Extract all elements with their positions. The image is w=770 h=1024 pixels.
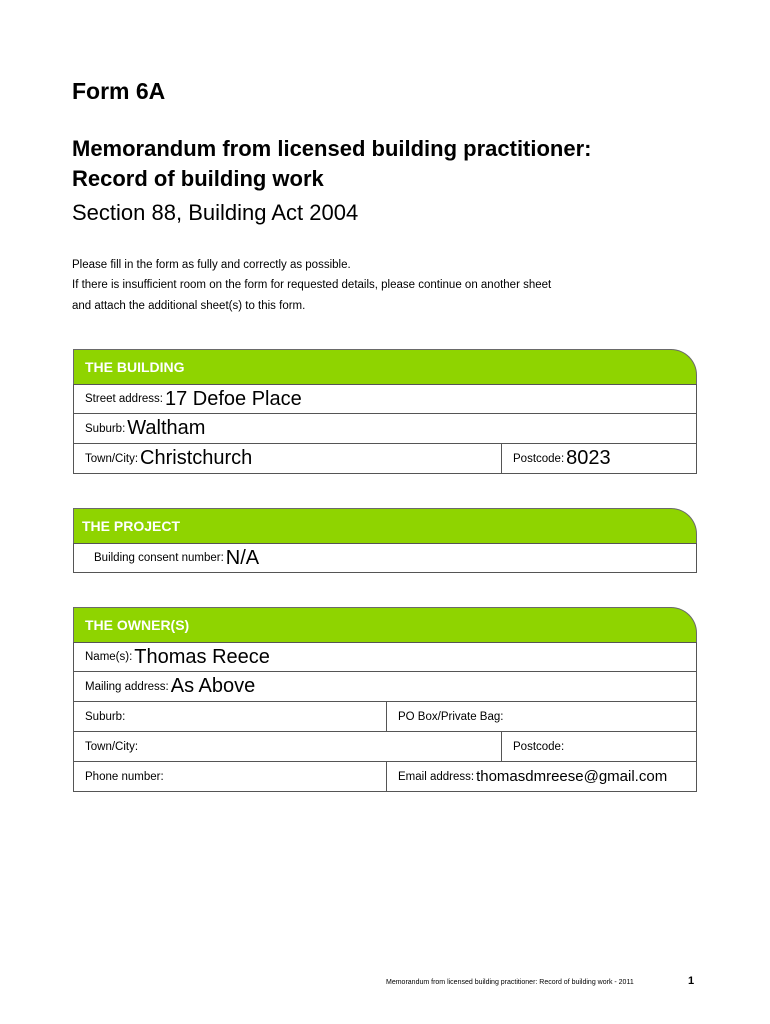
building-section xyxy=(73,349,697,474)
page-number: 1 xyxy=(688,975,695,987)
pobox-label: PO Box/Private Bag: xyxy=(398,710,504,723)
phone-label: Phone number: xyxy=(85,770,164,783)
suburb-field[interactable] xyxy=(74,414,696,443)
consent-value[interactable]: N/A xyxy=(225,546,260,569)
owner-town-field[interactable] xyxy=(74,732,501,761)
suburb-label: Suburb: xyxy=(85,422,126,435)
consent-field[interactable] xyxy=(74,544,696,572)
building-section-heading: THE BUILDING xyxy=(73,349,697,384)
mailing-label: Mailing address: xyxy=(85,680,169,693)
owner-suburb-row xyxy=(73,702,697,732)
page-subtitle: Section 88, Building Act 2004 xyxy=(72,200,359,225)
mailing-field[interactable] xyxy=(74,672,696,701)
postcode-value[interactable]: 8023 xyxy=(566,447,611,469)
owner-section xyxy=(73,607,697,792)
mailing-value[interactable]: As Above xyxy=(170,675,256,697)
email-label: Email address: xyxy=(398,770,475,783)
intro-line-1: Please fill in the form as fully and correctly as possible. xyxy=(72,259,351,271)
owner-town-row xyxy=(73,732,697,762)
email-field[interactable] xyxy=(386,762,696,791)
consent-label: Building consent number: xyxy=(94,552,224,564)
names-value[interactable]: Thomas Reece xyxy=(134,645,270,668)
postcode-label: Postcode: xyxy=(513,452,565,465)
town-field[interactable] xyxy=(74,444,501,473)
names-row xyxy=(73,642,697,672)
footer-text: Memorandum from licensed building practitioner: Record of building work - 2011 xyxy=(386,979,634,986)
owner-postcode-label: Postcode: xyxy=(513,740,565,753)
town-postcode-row xyxy=(73,444,697,474)
owner-suburb-label: Suburb: xyxy=(85,710,126,723)
consent-row xyxy=(73,543,697,573)
page-title: Memorandum from licensed building practitioner: Record of building work xyxy=(72,136,592,191)
street-address-label: Street address: xyxy=(85,393,163,405)
town-label: Town/City: xyxy=(85,452,139,465)
owner-section-heading: THE OWNER(S) xyxy=(73,607,697,642)
intro-line-2: If there is insufficient room on the form for requested details, please continue on another sheet xyxy=(72,279,552,291)
phone-field[interactable] xyxy=(74,762,386,791)
contact-row xyxy=(73,762,697,792)
street-address-value[interactable]: 17 Defoe Place xyxy=(164,387,302,410)
pobox-field[interactable] xyxy=(386,702,696,731)
town-value[interactable]: Christchurch xyxy=(140,447,253,469)
suburb-row xyxy=(73,414,697,444)
street-address-row xyxy=(73,384,697,414)
owner-suburb-field[interactable] xyxy=(74,702,386,731)
project-section xyxy=(73,508,697,573)
owner-postcode-field[interactable] xyxy=(501,732,696,761)
postcode-field[interactable] xyxy=(501,444,696,473)
owner-town-label: Town/City: xyxy=(85,740,139,753)
project-section-heading: THE PROJECT xyxy=(73,508,697,543)
street-address-field[interactable] xyxy=(74,385,696,413)
mailing-row xyxy=(73,672,697,702)
intro-line-3: and attach the additional sheet(s) to this form. xyxy=(72,300,306,312)
suburb-value[interactable]: Waltham xyxy=(127,417,206,439)
form-number: Form 6A xyxy=(72,78,166,104)
email-value[interactable]: thomasdmreese@gmail.com xyxy=(476,768,668,785)
names-field[interactable] xyxy=(74,643,696,671)
names-label: Name(s): xyxy=(85,651,133,663)
